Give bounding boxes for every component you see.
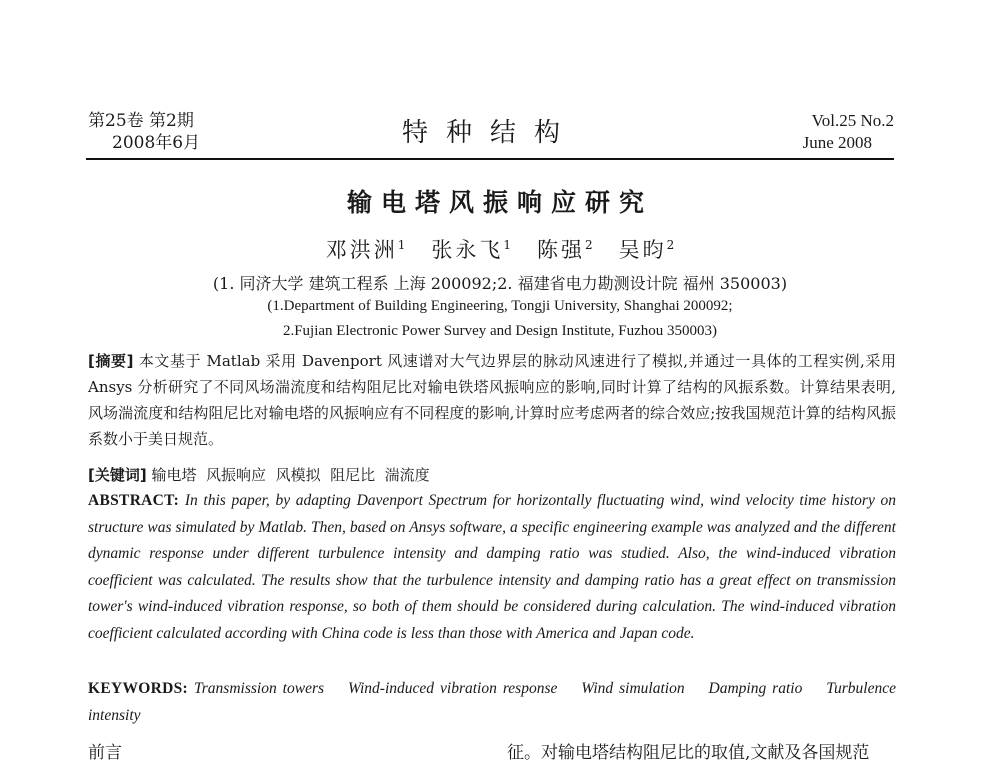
date-cn: 2008年6月: [112, 133, 201, 153]
author-name: 陈强$^2$: [537, 238, 593, 262]
affiliation-en-1: (1.Department of Building Engineering, Tongji University, Shanghai 200092;: [267, 298, 733, 314]
volume-issue: 第25卷 第2期: [88, 111, 194, 131]
author-name: 吴昀$^2$: [618, 238, 675, 262]
author-affiliation-mark: 1: [397, 238, 406, 252]
paper-title: 输电塔风振响应研究: [346, 188, 653, 217]
author-list: [0, 234, 1000, 264]
author-affiliation-mark: 1: [503, 238, 511, 252]
keywords-en-label: KEYWORDS:: [88, 680, 189, 697]
affiliation-cn: (1. 同济大学 建筑工程系 上海 200092;2. 福建省电力勘测设计院 福州 350003): [212, 274, 788, 293]
body-right-text: 征。对输电塔结构阻尼比的取值,文献及各国规范: [507, 743, 870, 763]
keywords-en: [88, 676, 900, 729]
abstract-cn-text: 本文基于 Matlab 采用 Davenport 风速谱对大气边界层的脉动风速进行了模拟,并通过一具体的工程实例,采用 Ansys 分析研究了不同风场湍流度和结构阻尼比对输电铁塔风振响应的影响,同时计算了结构的风振系数。计算结果表明,风场湍流度和结构阻尼比对输电塔的风振响应有不同程度的影响,计算时应考虑两者的综合效应;按我国规范计算的结构风振系数小于美日规范。: [88, 352, 896, 448]
abstract-cn-label: [摘要]: [88, 352, 134, 370]
abstract-en-text: In this paper, by adapting Davenport Spectrum for horizontally fluctuating wind, wind velocity time history on structure was simulated by Matlab. Then, based on Ansys software, a specific engineering example was analyzed and the different dynamic response under different turbulence intensity and damping ratio was studied. Also, the wind-induced vibration coefficient was calculated. The results show that the turbulence intensity and damping ratio has a great effect on transmission tower's wind-induced vibration response, so both of them should be considered during calculation. The wind-induced vibration coefficient calculated according with China code is less than those with America and Japan code.: [88, 492, 897, 642]
author-affiliation-mark: 2: [666, 238, 675, 252]
keywords-en-text: Transmission towers Wind-induced vibration response Wind simulation Damping ratio Turbulence intensity: [88, 680, 900, 724]
abstract-cn: [88, 348, 896, 452]
author-name: 邓洪洲$^1$: [325, 238, 406, 262]
keywords-cn: [88, 462, 896, 488]
author-name: 张永飞$^1$: [431, 238, 511, 262]
abstract-en-label: ABSTRACT:: [88, 492, 180, 509]
affiliation-en-2: 2.Fujian Electronic Power Survey and Design Institute, Fuzhou 350003): [282, 323, 718, 339]
keywords-cn-text: 输电塔 风振响应 风模拟 阻尼比 湍流度: [151, 466, 430, 484]
section-heading-preface: 前言: [88, 743, 122, 763]
abstract-en: [88, 488, 896, 648]
volume-en: Vol.25 No.2: [811, 111, 894, 130]
author-affiliation-mark: 2: [585, 238, 593, 252]
journal-name: 特种结构: [402, 118, 579, 148]
date-en: June 2008: [802, 133, 872, 152]
keywords-cn-label: [关键词]: [88, 466, 147, 484]
header-rule: [86, 158, 894, 160]
